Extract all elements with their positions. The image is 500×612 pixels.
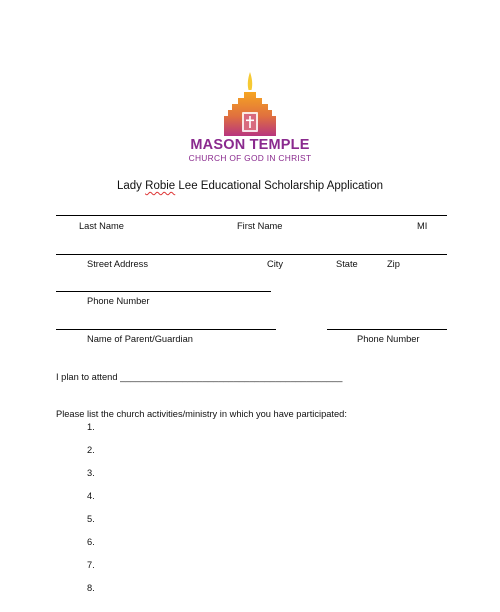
mi-label: MI xyxy=(417,221,428,231)
list-item: 7. xyxy=(87,560,95,570)
list-item: 2. xyxy=(87,445,95,455)
zip-label: Zip xyxy=(387,259,400,269)
parent-guardian-label: Name of Parent/Guardian xyxy=(87,334,193,344)
phone-underline[interactable] xyxy=(56,291,271,292)
name-underline[interactable] xyxy=(56,215,447,216)
first-name-label: First Name xyxy=(237,221,283,231)
city-label: City xyxy=(267,259,284,269)
list-item: 6. xyxy=(87,537,95,547)
list-item: 1. xyxy=(87,422,95,432)
parent-phone-label: Phone Number xyxy=(357,334,420,344)
list-item: 4. xyxy=(87,491,95,501)
title-suffix: Lee Educational Scholarship Application xyxy=(175,180,383,192)
state-label: State xyxy=(336,259,358,269)
street-address-label: Street Address xyxy=(87,259,148,269)
parent-guardian-underline[interactable] xyxy=(56,329,276,330)
parent-phone-underline[interactable] xyxy=(327,329,447,330)
last-name-label: Last Name xyxy=(79,221,124,231)
page-title xyxy=(0,180,500,192)
title-squiggle-word: Robie xyxy=(145,180,176,192)
plan-to-attend-label: I plan to attend ___________________________________________ xyxy=(56,372,343,382)
list-item: 5. xyxy=(87,514,95,524)
brand-subtitle: CHURCH OF GOD IN CHRIST xyxy=(188,153,312,163)
brand-name: MASON TEMPLE xyxy=(190,137,310,153)
title-prefix: Lady xyxy=(117,180,146,192)
address-underline[interactable] xyxy=(56,254,447,255)
list-item: 8. xyxy=(87,583,95,593)
church-activities-label: Please list the church activities/ministry in which you have participated: xyxy=(56,409,347,419)
phone-number-label: Phone Number xyxy=(87,296,150,306)
list-item: 3. xyxy=(87,468,95,478)
